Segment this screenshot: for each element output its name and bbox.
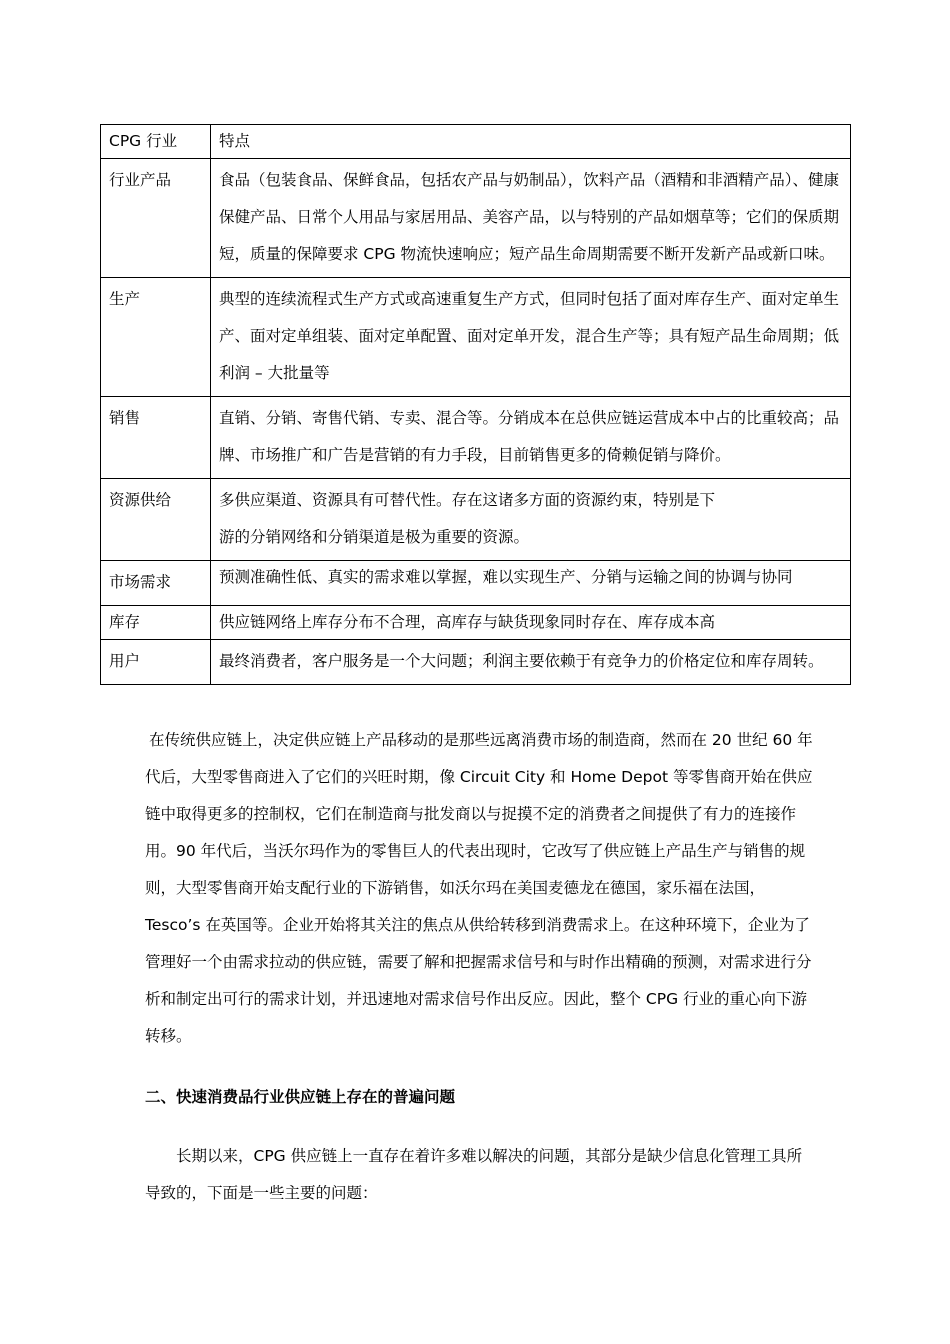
row-label: 行业产品 xyxy=(101,159,211,278)
table-row xyxy=(101,640,851,685)
header-features: 特点 xyxy=(211,125,851,159)
row-text xyxy=(211,479,851,561)
row-text: 食品（包装食品、保鲜食品，包括农产品与奶制品），饮料产品（酒精和非酒精产品）、健康保健产品、日常个人用品与家居用品、美容产品，以与特别的产品如烟草等；它们的保质期短，质量的保障要求 CPG 物流快速响应；短产品生命周期需要不断开发新产品或新口味。 xyxy=(211,159,851,278)
table-row xyxy=(101,606,851,640)
section-heading: 二、快速消费品行业供应链上存在的普遍问题 xyxy=(145,1088,456,1106)
row-label: 销售 xyxy=(101,397,211,479)
row-text: 直销、分销、寄售代销、专卖、混合等。分销成本在总供应链运营成本中占的比重较高；品牌、市场推广和广告是营销的有力手段，目前销售更多的倚赖促销与降价。 xyxy=(211,397,851,479)
row-text-line: 多供应渠道、资源具有可替代性。存在这诸多方面的资源约束，特别是下 xyxy=(219,491,716,509)
row-label: 资源供给 xyxy=(101,479,211,561)
row-text: 最终消费者，客户服务是一个大问题；利润主要依赖于有竞争力的价格定位和库存周转。 xyxy=(211,640,851,685)
cpg-characteristics-table xyxy=(100,124,851,685)
row-label: 市场需求 xyxy=(101,561,211,606)
row-text: 供应链网络上库存分布不合理，高库存与缺货现象同时存在、库存成本高 xyxy=(211,606,851,640)
body-paragraph: 在传统供应链上，决定供应链上产品移动的是那些远离消费市场的制造商，然而在 20 世纪 60 年代后，大型零售商进入了它们的兴旺时期，像 Circuit City 和 Home Depot 等零售商开始在供应链中取得更多的控制权，它们在制造商与批发商以与捉摸不定的消费者之间提供了有力的连接作用。90 年代后，当沃尔玛作为的零售巨人的代表出现时，它改写了供应链上产品生产与销售的规则，大型零售商开始支配行业的下游销售，如沃尔玛在美国麦德龙在德国，家乐福在法国，Tesco’s 在英国等。企业开始将其关注的焦点从供给转移到消费需求上。在这种环境下，企业为了管理好一个由需求拉动的供应链，需要了解和把握需求信号和与时作出精确的预测，对需求进行分析和制定出可行的需求计划，并迅速地对需求信号作出反应。因此，整个 CPG 行业的重心向下游转移。 xyxy=(145,731,813,1045)
row-label: 库存 xyxy=(101,606,211,640)
row-text: 典型的连续流程式生产方式或高速重复生产方式，但同时包括了面对库存生产、面对定单生产、面对定单组装、面对定单配置、面对定单开发，混合生产等；具有短产品生命周期；低利润 – 大批量等 xyxy=(211,278,851,397)
table-header-row xyxy=(101,125,851,159)
table-row xyxy=(101,561,851,606)
table-row xyxy=(101,278,851,397)
row-text: 预测准确性低、真实的需求难以掌握，难以实现生产、分销与运输之间的协调与协同 xyxy=(211,561,851,606)
table-row xyxy=(101,159,851,278)
body-paragraph: 长期以来，CPG 供应链上一直存在着许多难以解决的问题，其部分是缺少信息化管理工具所导致的，下面是一些主要的问题： xyxy=(145,1147,803,1202)
row-label: 生产 xyxy=(101,278,211,397)
table-row xyxy=(101,479,851,561)
row-label: 用户 xyxy=(101,640,211,685)
header-industry: CPG 行业 xyxy=(101,125,211,159)
row-text-line: 游的分销网络和分销渠道是极为重要的资源。 xyxy=(219,528,530,546)
table-row xyxy=(101,397,851,479)
